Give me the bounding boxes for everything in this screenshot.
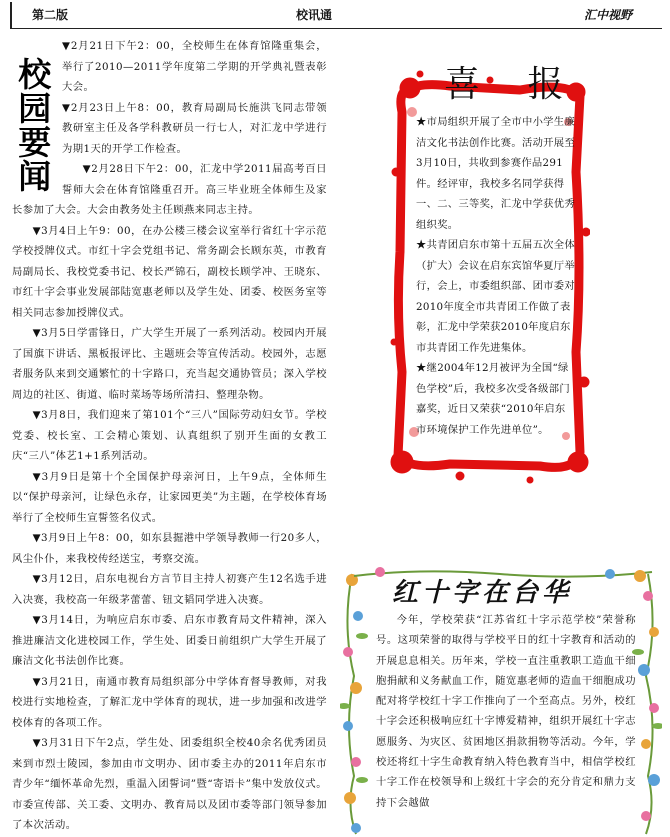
paper-name: 校讯通 [296,8,333,22]
announcement-item: ★市局组织开展了全市中小学生廉洁文化书法创作比赛。活动开展至3月10日，共收到参赛作品291件。经评审，我校多名同学获得一、二、三等奖，汇龙中学获优秀组织奖。 [416,116,575,231]
edition-label: 第二版 [32,8,69,22]
news-item: ▼3月12日，启东电视台方言节目主持人初赛产生12名选手进入决赛，我校高一年级茅蕾蕾、钮文韬同学进入决赛。 [12,573,327,606]
campus-news-title [14,55,56,196]
announcement-list [416,112,576,440]
news-item: ▼3月8日，我们迎来了第101个“三八”国际劳动妇女节。学校党委、校长室、工会精心策划、认真组织了别开生面的女教工庆“三八”体艺1+1系列活动。 [12,409,327,462]
red-cross-article [340,566,662,837]
header-rule [10,28,662,29]
campus-news-title-text: 校园要闻 [18,55,52,196]
news-item: ▼2月28日下午2：00，汇龙中学2011届高考百日誓师大会在体育馆隆重召开。高三毕业班全体师生及家长参加了大会。大会由教务处主任顾燕来同志主持。 [12,163,327,216]
red-cross-body [376,610,636,813]
news-item: ▼3月14日，为响应启东市委、启东市教育局文件精神，深入推进廉洁文化进校园工作，学生处、团委日前组织广大学生开展了廉洁文化书法创作比赛。 [12,614,327,667]
announcement-box [390,52,590,492]
red-cross-paragraph: 今年，学校荣获“江苏省红十字示范学校”荣誉称号。这项荣誉的取得与学校平日的红十字教育和活动的开展息息相关。历年来，学校一直注重教职工造血干细胞捐献和义务献血工作，随宽惠老师的造血干细胞成功配对将学校红十字工作推向了一个至高点。另外，校红十字会还积极响应红十字博爱精神，组织开展红十字志愿服务、为灾区、贫困地区捐款捐物等活动。今年，学校还将红十字生命教育纳入特色教育当中，相信学校红十字工作在校领导和上级红十字会的充分肯定和鼎力支持下会越做 [376,614,636,809]
page-header [0,0,670,30]
announcement-item: ★继2004年12月被评为全国“绿色学校”后，我校多次受各级部门嘉奖，近日又荣获“2010年启东市环境保护工作先进单位”。 [416,362,570,436]
flower-right-vine [632,574,662,834]
announcement-item: ★共青团启东市第十五届五次全体（扩大）会议在启东宾馆华夏厅举行，会上，市委组织部、团市委对2010年度全市共青团工作做了表彰，汇龙中学荣获2010年度启东市共青团工作先进集体。 [416,239,575,354]
announcement-title: 喜 报 [444,64,582,105]
news-item: ▼3月4日上午9：00，在办公楼三楼会议室举行省红十字示范学校授牌仪式。市红十字会党组书记、常务副会长顾东英，市教育局副局长、我校党委书记、校长严锦石，副校长顾学冲、王晓东、市红十字会事业发展部陆宽惠老师以及学生处、团委、校医务室等相关同志参加授牌仪式。 [12,224,327,319]
news-item: ▼3月5日学雷锋日，广大学生开展了一系列活动。校园内开展了国旗下讲话、黑板报评比、主题班会等宣传活动。校园外，志愿者服务队来到交通繁忙的十字路口，充当起交通协管员；深入学校周边的社区、街道、临时菜场等场所清扫、整理杂物。 [12,327,327,401]
news-item: ▼2月23日上午8：00，教育局副局长施洪飞同志带领教研室主任及各学科教研员一行七人，对汇龙中学进行为期1天的开学工作检查。 [62,101,327,155]
news-item: ▼3月9日上午8：00，如东县掘港中学领导教师一行20多人，风尘仆仆，来我校传经送宝，考察交流。 [12,532,327,565]
red-cross-title: 红十字在台华 [392,578,573,608]
news-item: ▼3月31日下午2点，学生处、团委组织全校40余名优秀团员来到市烈士陵园，参加由市文明办、团市委主办的2011年启东市青少年“缅怀革命先烈，重温入团誓词”暨“寄语卡”集中发放仪式。市委宣传部、关工委、文明办、教育局以及团市委等部门领导参加了本次活动。 [12,737,327,831]
column-name: 汇中视野 [584,8,633,22]
campus-news-column [12,36,327,836]
news-item: ▼3月9日是第十个全国保护母亲河日，上午9点，全体师生以“保护母亲河，让绿色永存，让家园更美”为主题，在学校体育场举行了全校师生宣誓签名仪式。 [12,470,327,524]
header-edge-mark [10,2,12,28]
flower-left-vine [340,574,368,834]
news-item: ▼2月21日下午2：00，全校师生在体育馆隆重集会，举行了2010—2011学年度第二学期的开学典礼暨表彰大会。 [62,40,327,93]
news-item: ▼3月21日，南通市教育局组织部分中学体育督导教师，对我校进行实地检查，了解汇龙中学体育的现状，进一步加强和改进学校体育的各项工作。 [12,675,327,729]
